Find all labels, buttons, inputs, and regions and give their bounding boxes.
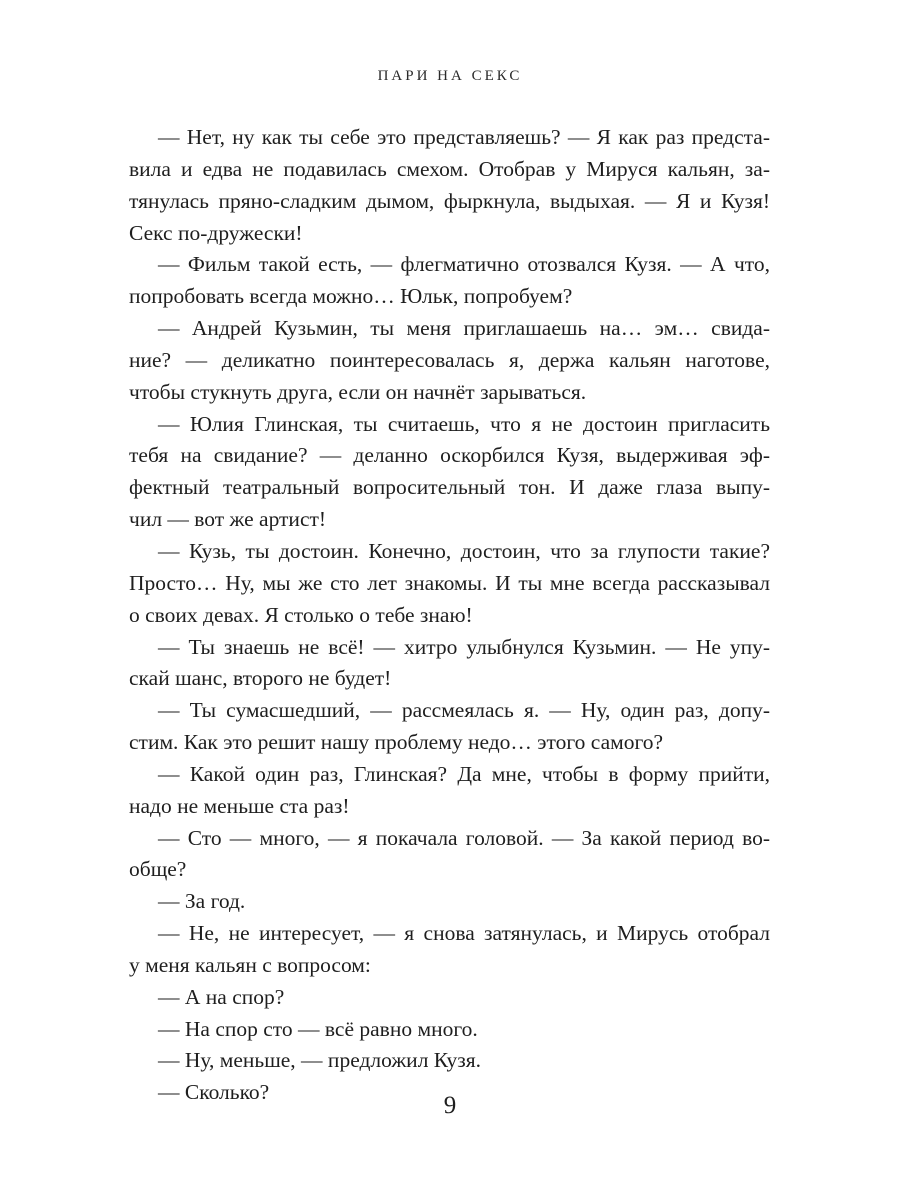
text-line: скай шанс, второго не будет! [129,666,392,691]
text-line: обще? [129,857,187,882]
text-line: — Ну, меньше, — предложил Кузя. [158,1048,482,1073]
text-line: — Сколько? [158,1080,270,1105]
text-line: чтобы стукнуть друга, если он начнёт зарываться. [129,379,587,404]
paragraph [129,536,770,632]
text-line: — Нет, ну как ты себе это представляешь? — Я как раз предста- [158,125,770,149]
text-line: — Андрей Кузьмин, ты меня приглашаешь на… эм… свида- [158,316,770,341]
paragraph [129,823,770,887]
text-line: надо не меньше ста раз! [129,793,350,818]
text-line: — Кузь, ты достоин. Конечно, достоин, что за глупости такие? [158,538,770,563]
text-line: — Не, не интересует, — я снова затянулась, и Мирусь отобрал [158,921,770,946]
paragraph [129,886,770,918]
text-line: Секс по-дружески! [129,220,303,245]
paragraph [129,982,770,1014]
paragraph [129,632,770,696]
paragraph [129,249,770,313]
paragraph [129,759,770,823]
text-line: тебя на свидание? — деланно оскорбился Кузя, выдерживая эф- [129,443,770,468]
text-line: — За год. [158,889,246,914]
paragraph [129,1014,770,1046]
page-number: 9 [443,1092,457,1119]
paragraph [129,695,770,759]
text-line: у меня кальян с вопросом: [129,952,371,977]
text-line: стим. Как это решит нашу проблему недо… этого самого? [129,730,664,755]
paragraph [129,313,770,409]
text-line: о своих девах. Я столько о тебе знаю! [129,602,473,627]
text-line: чил — вот же артист! [129,507,327,532]
text-line: тянулась пряно-сладким дымом, фыркнула, выдыхая. — Я и Кузя! [129,188,770,213]
text-line: — Юлия Глинская, ты считаешь, что я не достоин пригласить [158,411,770,436]
text-line: — На спор сто — всё равно много. [158,1016,478,1041]
text-line: Просто… Ну, мы же сто лет знакомы. И ты мне всегда рассказывал [129,570,770,595]
text-line: — Ты знаешь не всё! — хитро улыбнулся Кузьмин. — Не упу- [158,634,770,659]
text-line: вила и едва не подавилась смехом. Отобрав у Мируся кальян, за- [129,156,770,181]
text-line: — А на спор? [158,984,285,1009]
paragraph [129,918,770,982]
text-line: ние? — деликатно поинтересовалась я, держа кальян наготове, [129,347,770,372]
paragraph [129,1045,770,1077]
text-line: фектный театральный вопросительный тон. И даже глаза выпу- [129,475,770,500]
running-head: ПАРИ НА СЕКС [377,68,523,84]
text-line: — Какой один раз, Глинская? Да мне, чтобы в форму прийти, [158,761,770,786]
paragraph [129,409,770,536]
text-line: — Сто — много, — я покачала головой. — За какой период во- [158,825,770,850]
text-line: — Ты сумасшедший, — рассмеялась я. — Ну, один раз, допу- [158,698,770,723]
text-line: — Фильм такой есть, — флегматично отозвался Кузя. — А что, [158,252,770,277]
text-line: попробовать всегда можно… Юльк, попробуем? [129,284,573,309]
paragraph [129,122,770,249]
body-text [129,122,770,1109]
